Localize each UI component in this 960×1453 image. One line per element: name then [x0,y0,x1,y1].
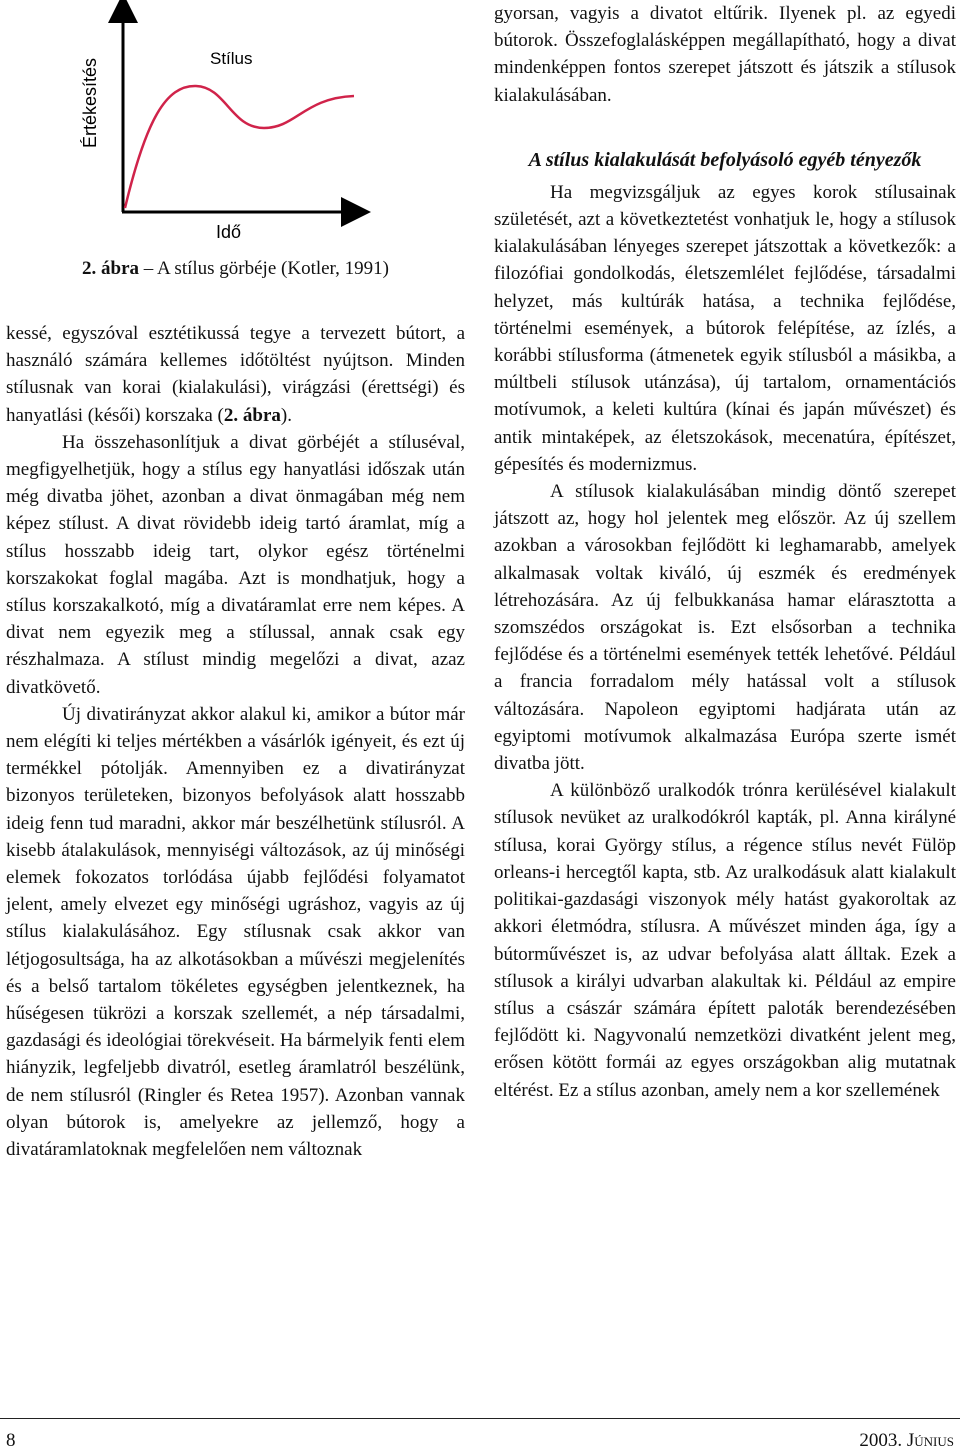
right-column [494,0,956,1104]
issue-year: 2003. [859,1430,907,1451]
left-paragraph-1-text: kessé, egyszóval esztétikussá tegye a tervezett bútort, a használó számára kellemes időtöltést nyújtson. Minden stílusnak van korai (kialakulási), virágzási (érettségi) és hanyatlási (késői) korszaka ( [6,323,465,426]
left-paragraph-2: Ha összehasonlítjuk a divat görbéjét a stíluséval, megfigyelhetjük, hogy a stílus egy hanyatlási időszak után még divatba jöhet, azonban a divat önmagában még nem képez stílust. A divat rövidebb ideig tartó áramlat, míg a stílus hosszabb ideig tart, olykor egész történelmi korszakokat foglal magába. Azt is mondhatjuk, hogy a stílus korszakalkotó, míg a divatáramlat erre nem képes. A divat nem egyezik meg a stílussal, annak csak egy részhalmaza. A stílust mindig megelőzi a divat, azaz divatkövető. [6,431,465,698]
left-paragraph-3: Új divatirányzat akkor alakul ki, amikor a bútor már nem elégíti ki teljes mértékben a vásárlók igényeit, és ezt új termékkel pótolják. Amennyiben ez a divatirányzat bizonyos területeken, bizonyos befolyások alatt hosszabb ideig fenn tud maradni, akkor már beszélhetünk stílusról. A kisebb átalakulások, mennyiségi változások, az új minőségi elemek fokozatos torlódása újabb fejlődési folyamatot jelent, amely elvezet egy minőségi ugráshoz, vagyis az új stílus kialakulásához. Egy stílusnak csak akkor van létjogosultsága, ha az alkotásokban a művészi megjelenítés és a belső tartalom tökéletes egységben jelentkeznek, ha hűségesen tükrözi a korszak szellemét, a nép társadalmi, gazdasági és ideológiai törekvéseit. Ha bármelyik fenti elem hiányzik, legfeljebb divatról, esetleg áramlatról beszélünk, de nem stílusról (Ringler és Retea 1957). Azonban vannak olyan bútorok is, amelyekre az jellemző, hogy a divatáramlatoknak megfelelően nem változnak [6,703,465,1161]
page-number: 8 [6,1430,16,1451]
right-paragraph-3: A különböző uralkodók trónra kerülésével kialakult stílusok nevüket az uralkodókról kapták, pl. Anna királyné stílusa, korai György stílus, a régence stílus nevét Fülöp orleans-i hercegtől kapta, stb. Az uralkodásuk alatt kialakult politikai-gazdasági viszonyok mély hatást gyakoroltak az akkori életmódra, stílusra. A művészet minden ága, így a bútorművészet is, az udvar befolyása alatt álltak. Ezek a stílusok a királyi udvarban alakultak ki. Például az empire stílus a császár számára épített paloták berendezésében fejlődött ki. Nagyvonalú nemzetközi divatként jelent meg, erősen kötött formái az egyes országokban alig mutatnak eltérést. Ez a stílus azonban, amely nem a kor szellemének [494,780,956,1101]
style-curve-line [125,86,354,208]
issue-date [859,1430,954,1452]
y-axis-label: Értékesítés [80,57,100,148]
figure-reference: 2. ábra [223,404,281,426]
figure-caption-number: 2. ábra [82,258,140,279]
left-paragraph-1-end: ). [280,404,292,426]
right-paragraph-1: Ha megvizsgáljuk az egyes korok stílusainak születését, azt a következtetést vonhatjuk le, hogy a stílusok kialakulásában lényeges szerepet játszottak a következők: a filozófiai gondolkodás, életszemlélet fejlődése, társadalmi helyzet, más kultúrák hatása, a technika fejlődése, történelmi események, a bútorok felépítése, az ízlés, a korábbi stílusforma (átmenetek egyik stílusból a másikba, a múltbeli stílusok utánzása), új tartalom, ornamentációs motívumok, a keleti kultúra (kínai és japán művészet) és antik mintaképek, az életszokások, mecenatúra, építészet, gépesítés és modernizmus. [494,181,956,475]
figure-caption [6,258,465,280]
footer-rule [0,1418,960,1419]
right-paragraph-2: A stílusok kialakulásában mindig döntő szerepet játszott az, hogy hol jelentek meg először. Az új szellem azokban a városokban fejlődött ki leghamarabb, amelyek alkalmasak voltak kiváló, új eszmék és eredmények létrehozására. Az új felbukkanása hamar elárasztotta a szomszédos országokat is. Ezt elsősorban a technika fejlődése és a történelmi események tették lehetővé. Például a francia forradalom mély hatással volt a stílusok változására. Napoleon egyiptomi hadjárata után az egyiptomi motívumok alkalmazása Európa szerte ismét divatba jött. [494,481,956,775]
curve-label: Stílus [210,49,253,68]
style-curve-figure [6,0,465,320]
left-column [6,0,465,1163]
section-title: A stílus kialakulását befolyásoló egyéb tényezők [528,148,922,171]
right-paragraph-0: gyorsan, vagyis a divatot eltűrik. Ilyenek pl. az egyedi bútorok. Összefoglalásképpen megállapítható, hogy a divat mindenképpen fontos szerepet játszott és játszik a stílusok kialakulásában. [494,3,956,106]
issue-month: Június [906,1430,954,1451]
left-paragraph-1 [6,320,465,429]
style-curve-chart [80,0,386,250]
figure-caption-text: – A stílus görbéje (Kotler, 1991) [139,258,389,279]
x-axis-label: Idő [216,222,242,242]
